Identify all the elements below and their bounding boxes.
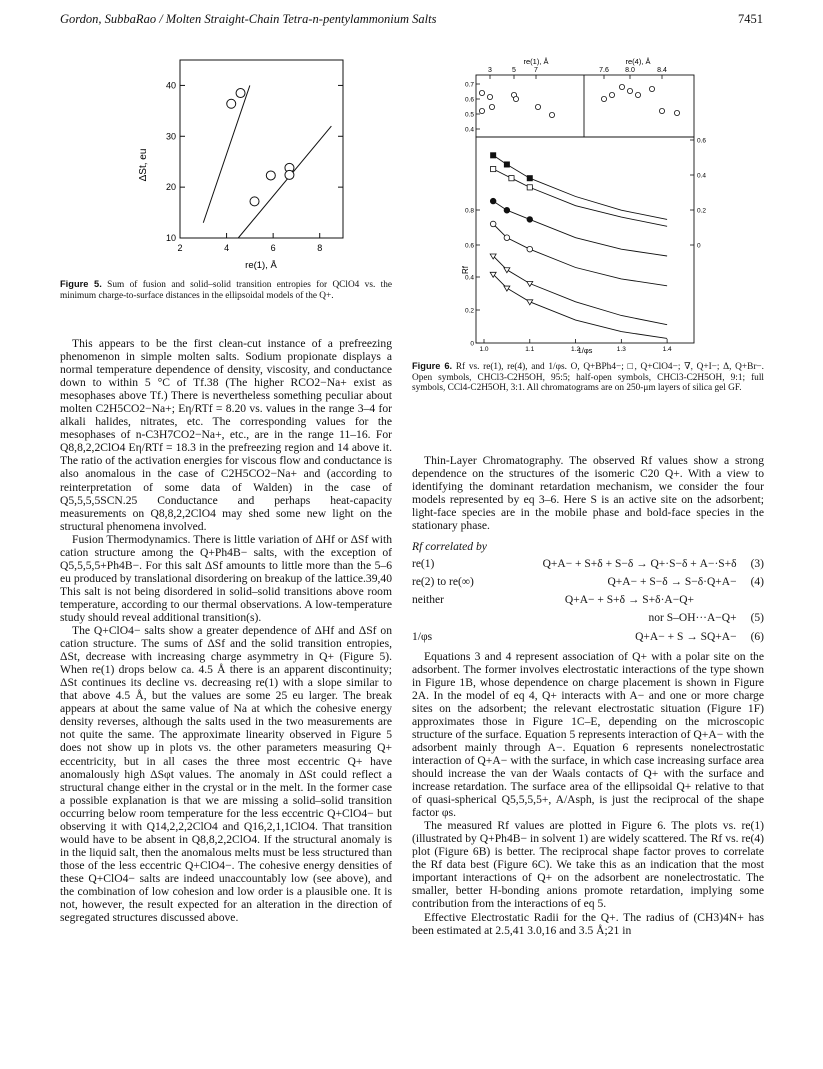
fig5-caption-text: Sum of fusion and solid–solid transition entropies for QClO4 vs. the minimum charge-to-surface distances in the ellipsoidal models of the Q+. [60,280,392,301]
fig6-series-line [493,201,667,256]
page-header [60,12,763,30]
fig6-top-data-point [535,104,540,109]
fig6-data-point [527,246,533,252]
fig6-top-tick-b-label: 7.6 [599,67,609,74]
fig6-top-data-point [619,84,624,89]
fig5-xtick-label: 2 [177,243,183,253]
fig6-data-point [491,153,496,158]
fig6-right-tick-label: 0.2 [697,207,707,215]
fig5-data-point [266,171,275,180]
fig6-top-tick-a-label: 3 [488,67,492,74]
equation-5a: neither Q+A− + S+δ → S+δ·A−Q+ [412,594,694,607]
fig6-left-tick-top-label: 0.6 [464,96,474,104]
fig6-right-tick-label: 0.4 [697,172,707,180]
fig6-xlabel: 1/φs [577,346,593,355]
fig6-top-tick-a-label: 5 [512,67,516,74]
fig6-top-data-point [479,90,484,95]
fig5-xtick-label: 4 [224,243,230,253]
fig6-data-point [527,217,533,223]
fig6-top-data-point [601,96,606,101]
page-number: 7451 [738,12,763,26]
fig5-xtick-label: 6 [270,243,276,253]
fig6-top-data-point [549,112,554,117]
fig6-data-point [527,176,532,181]
right-paragraph: Effective Electrostatic Radii for the Q+. The radius of (CH3)4N+ has been estimated at 2.5,41 3.0,16 and 3.5 Å;21 in [412,910,764,937]
running-title: Gordon, SubbaRao / Molten Straight-Chain Tetra-n-pentylammonium Salts [60,12,437,26]
fig6-data-point [509,176,514,181]
fig5-ytick-label: 30 [165,131,176,142]
fig6-top-axis-a-label: re(1), Å [523,57,549,66]
equation-list [412,558,764,643]
fig6-top-axis-b-label: re(4), Å [625,57,651,66]
fig6-series-line [493,274,667,338]
fig6-left-tick-top-label: 0.4 [464,126,474,134]
figure-5-chart [138,55,378,275]
fig6-caption-label: Figure 6. [412,361,453,371]
right-intro-paragraph: Thin-Layer Chromatography. The observed Rf values show a strong dependence on the structures of the isomeric C20 Q+. With a view to identifying the dominant retardation mechanism, we consider the four models represented by eq 3–6. Here S is an active site on the adsorbent; light-face species are in the mobile phase and bold-face species in the stationary phase. [412,454,764,533]
fig6-top-data-point [659,108,664,113]
fig6-top-data-point [487,94,492,99]
fig6-ylabel: Rf [461,266,470,274]
fig6-top-data-point [513,96,518,101]
fig6-top-data-point [489,104,494,109]
fig6-left-tick-bottom-label: 0.2 [464,307,474,315]
fig5-data-point [227,99,236,108]
fig6-bottom-tick-label: 1.4 [662,346,672,353]
fig6-top-tick-b-label: 8.4 [657,67,667,74]
fig6-left-tick-top-label: 0.5 [464,111,474,119]
fig6-left-tick-bottom-label: 0.4 [464,274,474,282]
fig5-xlabel: re(1), Å [245,260,277,271]
equation-6: 1/φs Q+A− + S → SQ+A− (6) [412,630,764,643]
fig6-data-point [491,166,496,171]
equation-4: re(2) to re(∞) Q+A− + S−δ → S−δ·Q+A− (4) [412,576,764,589]
equation-3: re(1) Q+A− + S+δ + S−δ → Q+·S−δ + A−·S+δ (3) [412,558,764,571]
fig5-ylabel: ΔSt, eu [138,148,149,182]
fig6-top-data-point [674,110,679,115]
left-paragraph: The Q+ClO4− salts show a greater dependence of ΔHf and ΔSf on cation structure. The sums of ΔSf and the solid transition entropies, ΔSt, decrease with increasing charge asymmetry in Q+ (Figure 5). When re(1) drops below ca. 4.5 Å there is an apparent discontinuity; ΔSt continues its decline vs. decreasing re(1) with a slope similar to that above 4.5 Å, but the values are some 25 eu larger. The break appears at about the same value of Na at which the cohesive energy density reverses, although the salts used in the two measurements are not quite the same. The approximate linearity observed in Figure 5 does not show up in plots vs. the other parameters measuring Q+ eccentricity, but in all cases the three most eccentric Q+ have anomalously high ΔSφt values. The anomaly in ΔSt could reflect a structural change either in the crystal or in the melt. In the former case a possible explanation is that we are missing a solid–solid transition occurring below room temperature for the less eccentric Q+ClO4− but observing it with Q14,2,2,2ClO4 and Q16,2,1,1ClO4. That transition would have to be absent in Q8,8,2,2ClO4. If the structural anomaly is in the liquid salt, then the anomalous melts must be less structured than those of the less eccentric Q+ClO4−. The cohesive energy densities of these Q+ClO4− salts are indeed unaccountably low (see above), and the combination of low cohesion and low order is a plausible one. It is not, however, the result expected for an alteration in the direction of segregated structures discussed above. [60,624,392,925]
fig6-top-data-point [609,92,614,97]
fig5-fit-line [238,126,331,238]
fig5-data-point [236,89,245,98]
fig6-data-point [527,185,532,190]
fig6-top-data-point [649,86,654,91]
left-paragraph: Fusion Thermodynamics. There is little variation of ΔHf or ΔSf with cation structure among the Q+Ph4B− salts, with the exception of Q5,5,5,5+Ph4B−. For this salt ΔSf amounts to little more than the 5–6 eu produced by translational disordering on breakup of the lattice.39,40 This salt is not being disordered in solid–solid transitions above room temperature, according to our thermal observations. A low-temperature study should reveal additional transition(s). [60,532,392,624]
fig6-series-line [493,256,667,325]
fig6-top-tick-a-label: 7 [534,67,538,74]
fig6-data-point [490,198,496,204]
fig5-ytick-label: 10 [165,233,176,243]
right-column [412,454,764,937]
figure-5-caption [60,279,392,301]
figure-6-caption [412,361,764,394]
fig6-top-data-point [635,92,640,97]
fig6-left-tick-bottom-label: 0.6 [464,242,474,250]
fig6-top-tick-b-label: 8.0 [625,67,635,74]
rf-correlated-label: Rf correlated by [412,540,487,554]
fig6-left-tick-top-label: 0.7 [464,81,474,89]
fig6-top-data-point [479,108,484,113]
fig5-data-point [250,197,259,206]
right-paragraph: The measured Rf values are plotted in Figure 6. The plots vs. re(1) (illustrated by Q+Ph4B− in solvent 1) are widely scattered. The Rf vs. re(4) plot (Figure 6B) is better. The reciprocal shape factor proves to correlate the Rf data best (Figure 6C). We take this as an indication that the most important interactions of Q+ on the adsorbent are nonelectrostatic. The smaller, better H-bonding anions promote retardation, implying some contribution from the interactions of eq 5. [412,819,764,911]
fig5-data-point [285,170,294,179]
fig6-data-point [490,221,496,227]
fig6-series-line [493,155,667,219]
fig6-bottom-tick-label: 1.1 [525,346,535,353]
fig5-ytick-label: 20 [165,182,176,193]
fig6-series-line [493,224,667,286]
left-column [60,337,392,924]
fig6-right-tick-label: 0 [697,242,701,250]
fig6-left-tick-bottom-label: 0.8 [464,207,474,215]
figure-6-chart [452,55,714,355]
fig5-fit-line [203,85,250,222]
fig5-xtick-label: 8 [317,243,323,253]
fig6-data-point [504,207,510,213]
fig6-data-point [504,162,509,167]
equation-5b: nor S–OH···A−Q+ (5) [648,612,764,625]
fig6-bottom-tick-label: 1.2 [571,346,581,353]
fig5-ytick-label: 40 [165,80,176,91]
fig6-data-point [504,268,510,273]
fig6-bottom-tick-label: 1.0 [479,346,489,353]
fig6-top-data-point [627,88,632,93]
left-paragraph: This appears to be the first clean-cut instance of a prefreezing phenomenon in simple molten salts. Sodium propionate displays a normal temperature dependence of density, viscosity, and conductance down to within 5 °C of Tf.38 (The higher RCO2−Na+ exist as mesophases above Tf.) There is nevertheless something peculiar about molten C2H5CO2−Na+; Eη/RTf = 8.20 vs. values in the range 3–4 for alkali halides, nitrates, etc. The corresponding values for the mesophases of n-C3H7CO2−Na+, etc., are in the range 11–16. For Q8,8,2,2ClO4 Eη/RTf = 18.3 in the prefreezing region and 14 above it. The ratio of the activation energies for viscous flow and conductance is also anomalous in the case of C2H5CO2−Na+ and (according to reinterpretation of some data of Walden) in the case of Q5,5,5,5SCN.25 Conductance and perhaps heat-capacity measurements on Q8,8,2,2ClO4 may shed some new light on the structural phenomena involved. [60,337,392,533]
fig6-data-point [504,286,510,291]
fig6-data-point [504,235,510,241]
fig6-right-tick-label: 0.6 [697,137,707,145]
fig5-caption-label: Figure 5. [60,279,102,289]
fig6-left-tick-bottom-label: 0 [470,340,474,348]
fig6-bottom-tick-label: 1.3 [616,346,626,353]
fig6-caption-text: Rf vs. re(1), re(4), and 1/φs. O, Q+BPh4−; □, Q+ClO4−; ∇, Q+I−; Δ, Q+Br−. Open symbols, CHCl3-C2H5OH, 95:5; half-open symbols, CHCl3-C2H5OH, 9:1; full symbols, CCl4-C2H5OH, 3:1. All chromatograms are on 250-μm layers of silica gel GF. [412,362,764,394]
right-paragraph: Equations 3 and 4 represent association of Q+ with a polar site on the adsorbent. The former involves electrostatic interactions of the type shown in Figure 1B, whose dependence on charge placement is shown in Figure 2A. In the model of eq 4, Q+ interacts with A− and one or more charge sites on the adsorbent; the relevant electrostatic situation (Figure 1F) approximates those in Figure 1C–E, depending on the microscopic structure of the surface. Equation 5 represents interaction of Q+A− with the adsorbent mainly through A−. Equation 6 represents nonelectrostatic interaction of Q+A− with the surface, in which case increasing surface area should increase the van der Waals contacts of Q+ with the surface and increase retardation. The surface area of the ellipsoidal Q+ relative to that of quasi-spherical Q5,5,5,5+, A/Asph, is just the reciprocal of the shape factor φs. [412,649,764,820]
